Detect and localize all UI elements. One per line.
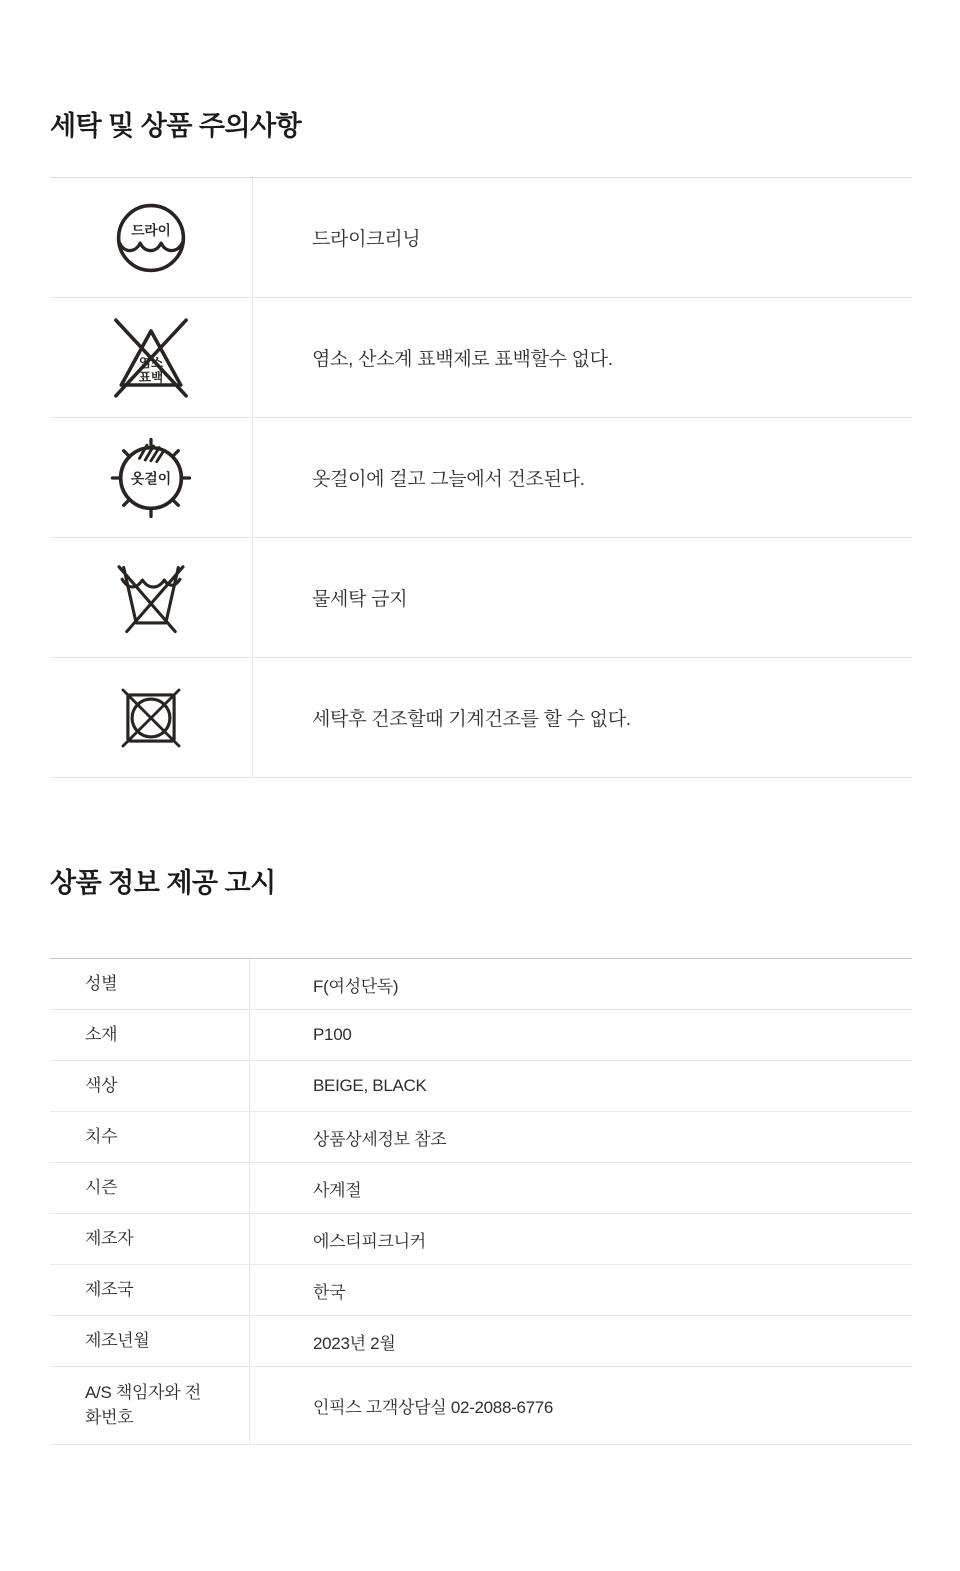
product-info-table — [50, 958, 912, 1445]
care-description: 물세탁 금지 — [312, 589, 408, 610]
info-label: 제조년월 — [50, 1316, 250, 1366]
care-row — [50, 298, 912, 418]
info-row — [50, 1214, 912, 1265]
dry-clean-icon-label: 드라이 — [131, 222, 171, 238]
info-value: 상품상세정보 참조 — [313, 1129, 447, 1149]
no-bleach-icon — [105, 313, 197, 403]
info-section-title: 상품 정보 제공 고시 — [50, 868, 276, 898]
info-label: 치수 — [50, 1112, 250, 1162]
info-value: 에스티피크니커 — [313, 1231, 426, 1251]
info-row — [50, 1265, 912, 1316]
info-row — [50, 1367, 912, 1445]
care-row — [50, 658, 912, 778]
info-label: 색상 — [50, 1061, 250, 1111]
care-symbol-cell — [50, 178, 253, 297]
info-row — [50, 1061, 912, 1112]
info-value: P100 — [313, 1025, 352, 1044]
hang-dry-shade-icon — [110, 437, 192, 519]
care-symbol-cell — [50, 538, 253, 657]
info-value: 사계절 — [313, 1180, 362, 1200]
no-bleach-icon-label-line1: 염소 — [138, 355, 164, 370]
info-row — [50, 959, 912, 1010]
care-instructions-table — [50, 177, 912, 778]
no-bleach-icon-label-line2: 표백 — [138, 369, 164, 384]
info-label: 소재 — [50, 1010, 250, 1060]
info-label: 성별 — [50, 959, 250, 1009]
info-row — [50, 1010, 912, 1061]
hang-dry-icon-label: 옷걸이 — [130, 470, 172, 487]
dry-clean-icon — [115, 202, 187, 274]
care-description: 염소, 산소계 표백제로 표백할수 없다. — [312, 349, 613, 370]
care-row — [50, 538, 912, 658]
care-symbol-cell — [50, 418, 253, 537]
care-row — [50, 178, 912, 298]
info-value: BEIGE, BLACK — [313, 1076, 427, 1095]
care-description: 세탁후 건조할때 기계건조를 할 수 없다. — [312, 709, 631, 730]
care-description: 드라이크리닝 — [312, 229, 421, 250]
care-symbol-cell — [50, 658, 253, 777]
no-water-wash-icon — [112, 559, 190, 637]
info-label: 제조자 — [50, 1214, 250, 1264]
info-value: F(여성단독) — [313, 976, 399, 996]
info-label: 시즌 — [50, 1163, 250, 1213]
info-label: 제조국 — [50, 1265, 250, 1315]
care-symbol-cell — [50, 298, 253, 417]
info-value: 2023년 2월 — [313, 1333, 396, 1353]
care-section-title: 세탁 및 상품 주의사항 — [50, 111, 302, 141]
info-row — [50, 1316, 912, 1367]
info-value: 인픽스 고객상담실 02-2088-6776 — [313, 1398, 554, 1417]
info-row — [50, 1112, 912, 1163]
info-label: A/S 책임자와 전화번호 — [50, 1367, 250, 1444]
care-row — [50, 418, 912, 538]
info-row — [50, 1163, 912, 1214]
care-description: 옷걸이에 걸고 그늘에서 건조된다. — [312, 469, 585, 490]
info-value: 한국 — [313, 1282, 346, 1302]
no-tumble-dry-icon — [116, 683, 186, 753]
